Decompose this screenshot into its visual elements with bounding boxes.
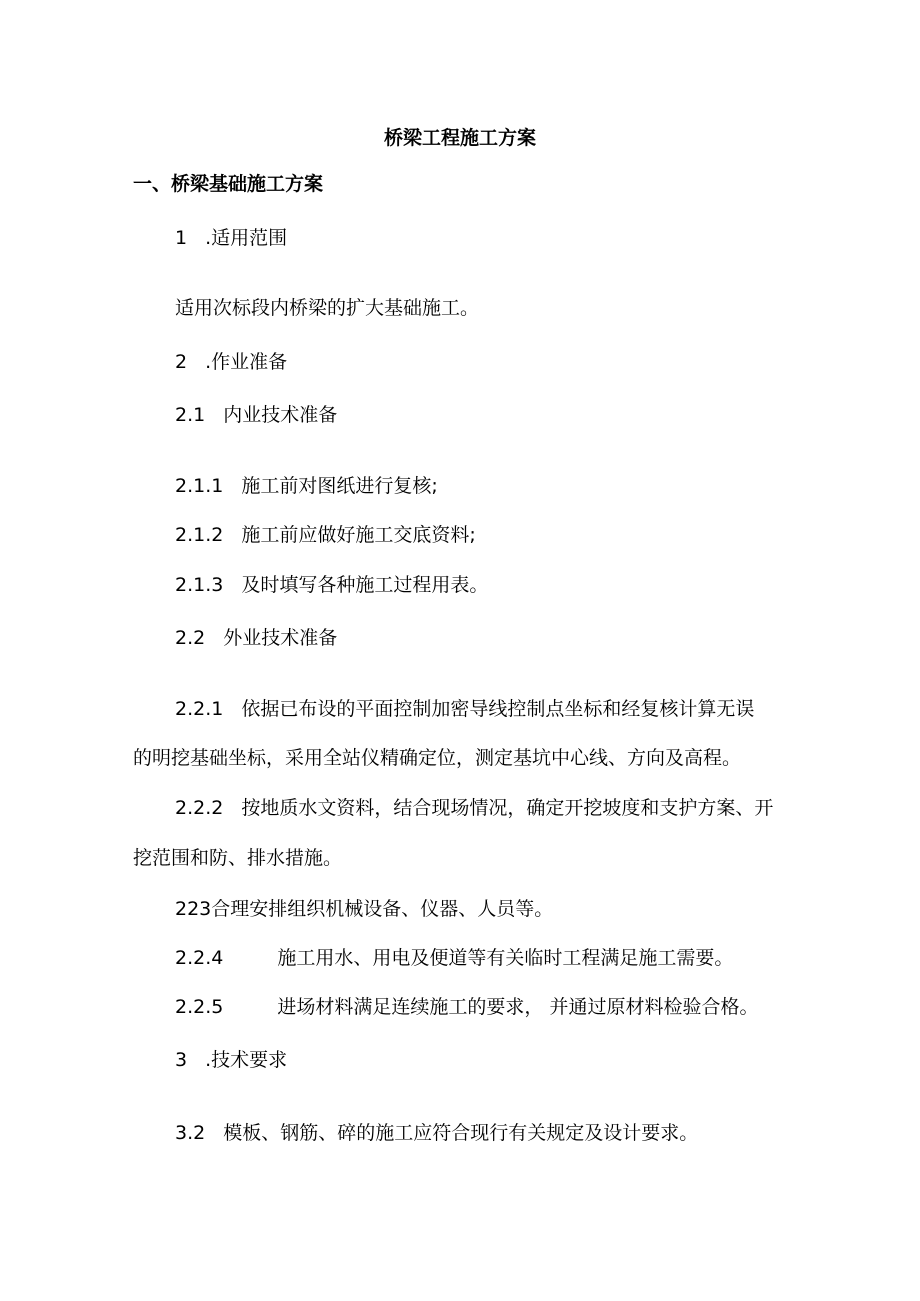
heading-3-requirements [175, 1048, 287, 1072]
item-number: 2.1.2 [175, 524, 224, 546]
item-number: 2.1.3 [175, 574, 224, 596]
item-2-2-4 [175, 946, 733, 970]
item-text: 依据已布设的平面控制加密导线控制点坐标和经复核计算无误 [241, 698, 755, 720]
heading-label: .作业准备 [205, 351, 288, 373]
item-2-2-5 [175, 995, 758, 1019]
item-number: 2.1.1 [175, 475, 224, 497]
section-heading-1: 一、桥梁基础施工方案 [133, 173, 324, 195]
item-2-1-3 [175, 573, 488, 597]
item-text: 施工前对图纸进行复核; [241, 475, 438, 497]
paragraph-scope: 适用次标段内桥梁的扩大基础施工。 [175, 297, 480, 319]
heading-number: 1 [175, 227, 188, 249]
heading-label: 外业技术准备 [223, 627, 338, 649]
heading-number: 2.2 [175, 627, 206, 649]
item-2-1-2 [175, 523, 476, 547]
item-text: 施工用水、用电及便道等有关临时工程满足施工需要。 [277, 947, 734, 969]
item-2-2-2-line2: 挖范围和防、排水措施。 [133, 847, 343, 869]
heading-label: 内业技术准备 [223, 404, 338, 426]
item-text: 及时填写各种施工过程用表。 [241, 574, 489, 596]
heading-2-1 [175, 403, 337, 427]
item-number: 2.2.4 [175, 947, 224, 969]
document-title: 桥梁工程施工方案 [383, 127, 536, 149]
item-number: 2.2.5 [175, 996, 224, 1018]
item-number: 2.2.2 [175, 797, 224, 819]
item-number: 2.2.1 [175, 698, 224, 720]
item-text: 施工前应做好施工交底资料; [241, 524, 476, 546]
item-2-2-3: 223合理安排组织机械设备、仪器、人员等。 [175, 898, 554, 920]
item-2-1-1 [175, 474, 438, 498]
item-2-2-2-line1 [175, 796, 773, 820]
heading-2-preparation [175, 350, 287, 374]
item-text: 按地质水文资料，结合现场情况，确定开挖坡度和支护方案、开 [241, 797, 774, 819]
heading-number: 3 [175, 1049, 188, 1071]
item-number: 3.2 [175, 1122, 206, 1144]
heading-2-2 [175, 626, 337, 650]
item-2-2-1-line1 [175, 697, 754, 721]
heading-label: .适用范围 [205, 227, 288, 249]
item-text: 进场材料满足连续施工的要求， 并通过原材料检验合格。 [277, 996, 759, 1018]
heading-label: .技术要求 [205, 1049, 288, 1071]
item-2-2-1-line2: 的明挖基础坐标，采用全站仪精确定位，测定基坑中心线、方向及高程。 [133, 747, 742, 769]
item-text: 模板、钢筋、碎的施工应符合现行有关规定及设计要求。 [223, 1122, 699, 1144]
heading-number: 2.1 [175, 404, 206, 426]
item-3-2 [175, 1121, 698, 1145]
heading-1-scope [175, 226, 287, 250]
heading-number: 2 [175, 351, 188, 373]
